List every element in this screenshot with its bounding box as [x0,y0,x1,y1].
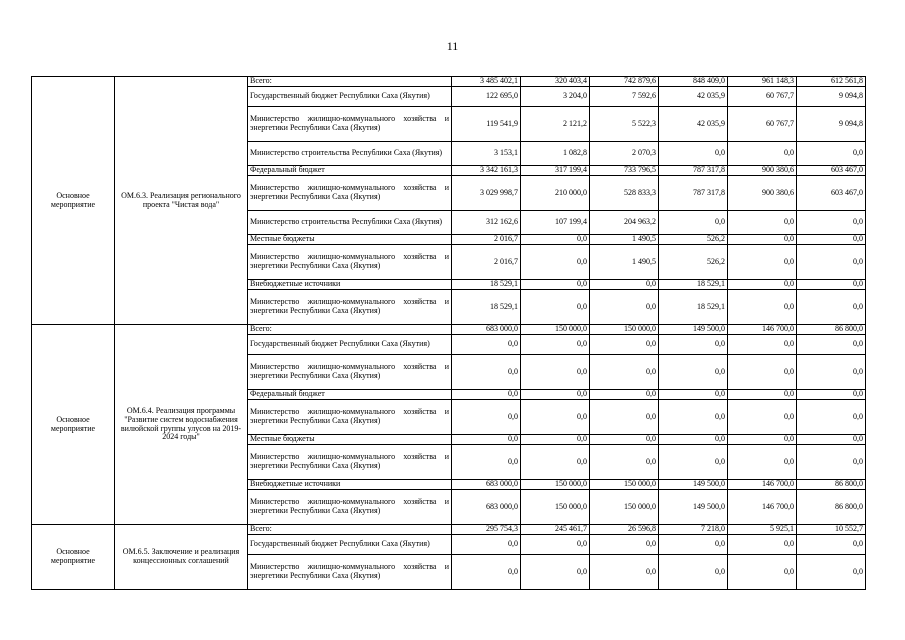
amount-cell: 2 121,2 [521,107,590,142]
amount-cell: 0,0 [590,435,659,445]
amount-cell: 42 035,9 [659,87,728,107]
amount-cell: 0,0 [452,400,521,435]
amount-cell: 0,0 [797,555,866,590]
amount-cell: 7 592,6 [590,87,659,107]
amount-cell: 5 522,3 [590,107,659,142]
funding-source-cell: Министерство жилищно-коммунального хозяйства и энергетики Республики Саха (Якутия) [248,555,452,590]
amount-cell: 0,0 [521,435,590,445]
amount-cell: 848 409,0 [659,77,728,87]
amount-cell: 0,0 [659,445,728,480]
amount-cell: 0,0 [728,435,797,445]
amount-cell: 0,0 [590,445,659,480]
amount-cell: 0,0 [728,355,797,390]
activity-type-cell: Основное мероприятие [32,77,115,325]
amount-cell: 42 035,9 [659,107,728,142]
amount-cell: 0,0 [797,280,866,290]
funding-source-cell: Внебюджетные источники [248,480,452,490]
amount-cell: 0,0 [659,555,728,590]
amount-cell: 245 461,7 [521,525,590,535]
amount-cell: 320 403,4 [521,77,590,87]
amount-cell: 0,0 [521,400,590,435]
amount-cell: 295 754,3 [452,525,521,535]
funding-source-cell: Министерство жилищно-коммунального хозяйства и энергетики Республики Саха (Якутия) [248,445,452,480]
amount-cell: 1 490,5 [590,245,659,280]
amount-cell: 0,0 [728,280,797,290]
funding-source-cell: Министерство жилищно-коммунального хозяйства и энергетики Республики Саха (Якутия) [248,176,452,211]
amount-cell: 86 800,0 [797,325,866,335]
amount-cell: 2 016,7 [452,245,521,280]
amount-cell: 787 317,8 [659,166,728,176]
funding-source-cell: Местные бюджеты [248,435,452,445]
amount-cell: 0,0 [590,390,659,400]
amount-cell: 146 700,0 [728,325,797,335]
amount-cell: 0,0 [797,435,866,445]
amount-cell: 603 467,0 [797,176,866,211]
amount-cell: 0,0 [452,390,521,400]
amount-cell: 0,0 [728,290,797,325]
amount-cell: 528 833,3 [590,176,659,211]
amount-cell: 0,0 [728,400,797,435]
amount-cell: 526,2 [659,235,728,245]
amount-cell: 0,0 [797,142,866,166]
funding-source-cell: Министерство жилищно-коммунального хозяйства и энергетики Республики Саха (Якутия) [248,490,452,525]
amount-cell: 0,0 [521,245,590,280]
amount-cell: 3 485 402,1 [452,77,521,87]
amount-cell: 0,0 [521,290,590,325]
amount-cell: 0,0 [452,535,521,555]
amount-cell: 2 070,3 [590,142,659,166]
amount-cell: 86 800,0 [797,490,866,525]
amount-cell: 0,0 [728,142,797,166]
amount-cell: 683 000,0 [452,490,521,525]
amount-cell: 0,0 [521,355,590,390]
funding-source-cell: Федеральный бюджет [248,166,452,176]
amount-cell: 603 467,0 [797,166,866,176]
amount-cell: 0,0 [797,400,866,435]
amount-cell: 60 767,7 [728,107,797,142]
amount-cell: 3 204,0 [521,87,590,107]
funding-source-cell: Всего: [248,525,452,535]
amount-cell: 0,0 [521,535,590,555]
amount-cell: 0,0 [521,335,590,355]
amount-cell: 149 500,0 [659,480,728,490]
amount-cell: 150 000,0 [590,490,659,525]
funding-source-cell: Внебюджетные источники [248,280,452,290]
amount-cell: 0,0 [728,390,797,400]
amount-cell: 612 561,8 [797,77,866,87]
amount-cell: 0,0 [452,445,521,480]
amount-cell: 9 094,8 [797,107,866,142]
amount-cell: 0,0 [521,445,590,480]
amount-cell: 149 500,0 [659,490,728,525]
amount-cell: 18 529,1 [659,290,728,325]
amount-cell: 7 218,0 [659,525,728,535]
amount-cell: 733 796,5 [590,166,659,176]
amount-cell: 5 925,1 [728,525,797,535]
funding-table [31,76,866,590]
funding-source-cell: Министерство жилищно-коммунального хозяйства и энергетики Республики Саха (Якутия) [248,355,452,390]
amount-cell: 0,0 [452,335,521,355]
amount-cell: 86 800,0 [797,480,866,490]
amount-cell: 0,0 [659,435,728,445]
amount-cell: 0,0 [797,355,866,390]
activity-type-cell: Основное мероприятие [32,525,115,590]
amount-cell: 3 153,1 [452,142,521,166]
amount-cell: 0,0 [521,280,590,290]
amount-cell: 526,2 [659,245,728,280]
amount-cell: 146 700,0 [728,480,797,490]
funding-source-cell: Министерство жилищно-коммунального хозяйства и энергетики Республики Саха (Якутия) [248,245,452,280]
amount-cell: 0,0 [797,445,866,480]
amount-cell: 150 000,0 [590,325,659,335]
amount-cell: 0,0 [521,390,590,400]
amount-cell: 0,0 [797,235,866,245]
amount-cell: 60 767,7 [728,87,797,107]
amount-cell: 0,0 [659,335,728,355]
amount-cell: 0,0 [659,211,728,235]
amount-cell: 0,0 [659,400,728,435]
amount-cell: 122 695,0 [452,87,521,107]
amount-cell: 149 500,0 [659,325,728,335]
amount-cell: 2 016,7 [452,235,521,245]
amount-cell: 0,0 [728,535,797,555]
amount-cell: 0,0 [728,445,797,480]
activity-name-cell: ОМ.6.5. Заключение и реализация концессионных соглашений [115,525,248,590]
funding-source-cell: Министерство строительства Республики Саха (Якутия) [248,211,452,235]
amount-cell: 18 529,1 [452,280,521,290]
amount-cell: 0,0 [452,555,521,590]
amount-cell: 0,0 [521,555,590,590]
activity-name-cell: ОМ.6.3. Реализация регионального проекта "Чистая вода" [115,77,248,325]
amount-cell: 0,0 [797,535,866,555]
amount-cell: 0,0 [797,390,866,400]
amount-cell: 9 094,8 [797,87,866,107]
amount-cell: 742 879,6 [590,77,659,87]
amount-cell: 0,0 [728,555,797,590]
amount-cell: 961 148,3 [728,77,797,87]
amount-cell: 0,0 [590,535,659,555]
amount-cell: 150 000,0 [521,490,590,525]
amount-cell: 210 000,0 [521,176,590,211]
amount-cell: 0,0 [590,400,659,435]
amount-cell: 0,0 [797,211,866,235]
amount-cell: 1 490,5 [590,235,659,245]
amount-cell: 0,0 [728,245,797,280]
amount-cell: 119 541,9 [452,107,521,142]
amount-cell: 317 199,4 [521,166,590,176]
amount-cell: 0,0 [452,435,521,445]
funding-source-cell: Местные бюджеты [248,235,452,245]
amount-cell: 3 029 998,7 [452,176,521,211]
amount-cell: 312 162,6 [452,211,521,235]
amount-cell: 0,0 [797,335,866,355]
amount-cell: 683 000,0 [452,480,521,490]
amount-cell: 683 000,0 [452,325,521,335]
amount-cell: 0,0 [659,355,728,390]
funding-source-cell: Федеральный бюджет [248,390,452,400]
funding-source-cell: Министерство жилищно-коммунального хозяйства и энергетики Республики Саха (Якутия) [248,107,452,142]
table-row [32,77,866,87]
amount-cell: 0,0 [728,211,797,235]
amount-cell: 0,0 [728,335,797,355]
amount-cell: 0,0 [728,235,797,245]
amount-cell: 0,0 [452,355,521,390]
funding-source-cell: Всего: [248,77,452,87]
funding-source-cell: Государственный бюджет Республики Саха (Якутия) [248,87,452,107]
funding-source-cell: Министерство жилищно-коммунального хозяйства и энергетики Республики Саха (Якутия) [248,400,452,435]
amount-cell: 107 199,4 [521,211,590,235]
amount-cell: 0,0 [590,335,659,355]
amount-cell: 900 380,6 [728,176,797,211]
amount-cell: 150 000,0 [521,325,590,335]
activity-name-cell: ОМ.6.4. Реализация программы "Развитие систем водоснабжения вилюйской группы улусов на 2019-2024 годы" [115,325,248,525]
table-row [32,525,866,535]
amount-cell: 0,0 [797,290,866,325]
amount-cell: 0,0 [659,390,728,400]
amount-cell: 10 552,7 [797,525,866,535]
amount-cell: 204 963,2 [590,211,659,235]
funding-source-cell: Государственный бюджет Республики Саха (Якутия) [248,535,452,555]
amount-cell: 0,0 [659,142,728,166]
amount-cell: 26 596,8 [590,525,659,535]
amount-cell: 0,0 [590,280,659,290]
amount-cell: 0,0 [590,555,659,590]
table-row [32,325,866,335]
amount-cell: 18 529,1 [452,290,521,325]
funding-source-cell: Министерство жилищно-коммунального хозяйства и энергетики Республики Саха (Якутия) [248,290,452,325]
funding-source-cell: Министерство строительства Республики Саха (Якутия) [248,142,452,166]
amount-cell: 0,0 [797,245,866,280]
activity-type-cell: Основное мероприятие [32,325,115,525]
amount-cell: 0,0 [659,535,728,555]
table-body [32,77,866,590]
amount-cell: 787 317,8 [659,176,728,211]
amount-cell: 3 342 161,3 [452,166,521,176]
amount-cell: 0,0 [521,235,590,245]
amount-cell: 150 000,0 [521,480,590,490]
amount-cell: 900 380,6 [728,166,797,176]
page-number: 11 [446,39,459,53]
amount-cell: 1 082,8 [521,142,590,166]
amount-cell: 18 529,1 [659,280,728,290]
amount-cell: 146 700,0 [728,490,797,525]
amount-cell: 0,0 [590,355,659,390]
amount-cell: 0,0 [590,290,659,325]
funding-source-cell: Государственный бюджет Республики Саха (Якутия) [248,335,452,355]
amount-cell: 150 000,0 [590,480,659,490]
funding-source-cell: Всего: [248,325,452,335]
